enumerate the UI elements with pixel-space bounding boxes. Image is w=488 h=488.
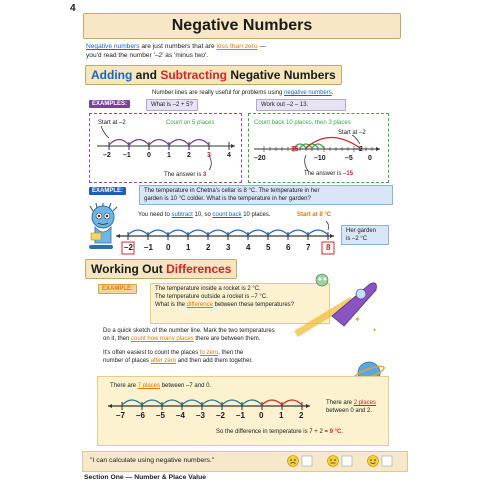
tick-label: –3	[196, 411, 205, 420]
heading-word: and	[132, 68, 161, 82]
tick-label: 2	[206, 243, 211, 252]
label-part: There are	[326, 400, 354, 406]
self-check-rating	[286, 454, 402, 468]
tick-label: –2	[103, 152, 111, 159]
sketch-instructions	[103, 327, 343, 343]
tick-label: 5	[266, 243, 271, 252]
note-part: Number lines are really useful for problems using	[152, 90, 285, 96]
tick-label: 0	[166, 243, 171, 252]
instruction-line: count how many places	[131, 336, 194, 342]
tick-label: 3	[207, 152, 211, 159]
instruction-line: there are between them.	[193, 336, 261, 342]
tick-label: –2	[124, 243, 133, 252]
answer-value: –15	[343, 171, 354, 177]
answer-value: 3	[203, 172, 207, 178]
svg-text:✦: ✦	[372, 328, 378, 334]
tip-line: It's often easiest to count the places	[103, 350, 200, 356]
page-title: Negative Numbers	[83, 13, 401, 39]
tick-label: –2	[355, 146, 363, 153]
tick-label: –6	[136, 411, 145, 420]
label-part: There are	[110, 383, 138, 389]
page-number: 4	[70, 3, 76, 14]
temperature-question	[139, 185, 393, 205]
tip-line: after zero	[150, 358, 177, 364]
tick-label: 2	[187, 152, 191, 159]
tick-label: –2	[216, 411, 225, 420]
intro-text	[86, 42, 386, 60]
example-badge-differences: EXAMPLE:	[98, 284, 137, 294]
note-part: count back	[212, 212, 242, 218]
tip-line: , then the	[218, 350, 244, 356]
tick-label: 4	[227, 152, 231, 159]
heading-word: Differences	[166, 262, 232, 276]
answer-part: The answer is	[164, 172, 204, 178]
tip-line: number of places	[103, 358, 151, 364]
question-line: The temperature inside a rocket is 2 °C.	[155, 286, 261, 292]
note-part: negative numbers	[284, 90, 332, 96]
intro-part: you'd read the number '–2' as 'minus two'.	[86, 52, 209, 59]
section-heading-adding	[85, 65, 342, 85]
question-line: The temperature in Chetna's cellar is 8 °C. The temperature in her	[144, 188, 320, 194]
label-part: between 0 and 2.	[326, 408, 373, 414]
start-label-right: Start at –2	[338, 130, 366, 136]
number-line-note	[152, 89, 333, 97]
question-line: difference	[186, 302, 213, 308]
answer-left	[164, 171, 206, 179]
question-line: between these temperatures?	[212, 302, 294, 308]
tick-label: 7	[306, 243, 311, 252]
label-part: between –7 and 0.	[160, 383, 212, 389]
tick-label: –5	[156, 411, 165, 420]
tick-label: 6	[286, 243, 291, 252]
seven-places-label	[110, 382, 211, 390]
counting-tip	[103, 349, 343, 365]
start-at-8-label: Start at 8 °C	[297, 212, 332, 218]
note-part: 10 places.	[241, 212, 271, 218]
question-line: The temperature outside a rocket is –7 °C.	[155, 294, 268, 300]
note-part: subtract	[171, 212, 193, 218]
tick-label: 1	[279, 411, 284, 420]
tick-label: –15	[287, 146, 299, 153]
examples-badge: EXAMPLES:	[89, 100, 130, 108]
intro-part: are just numbers that are	[139, 43, 217, 50]
tick-label: 8	[326, 243, 331, 252]
question-line: garden is 10 °C colder. What is the temperature in her garden?	[144, 196, 311, 202]
section-heading-differences	[85, 259, 237, 279]
heading-word: Working Out	[91, 262, 167, 276]
count-back-label: Count back 10 places, then 3 places	[254, 120, 351, 126]
tick-label: –4	[176, 411, 185, 420]
note-part: .	[331, 90, 334, 96]
result-value: 9 °C	[329, 429, 342, 435]
tick-label: 2	[299, 411, 304, 420]
tick-label: –10	[314, 155, 326, 162]
tick-label: 4	[246, 243, 251, 252]
tick-label: 0	[259, 411, 264, 420]
tick-label: 3	[226, 243, 231, 252]
instruction-line: Do a quick sketch of the number line. Mark the two temperatures	[103, 328, 275, 334]
two-places-label	[326, 399, 376, 415]
result-part: So the difference in temperature is 7 + 2 =	[216, 429, 330, 435]
tick-label: 1	[186, 243, 191, 252]
section-footer: Section One — Number & Place Value	[84, 474, 207, 481]
number-line-temperature	[112, 218, 337, 258]
answer-line: Her garden	[346, 228, 377, 234]
instruction-line: on it, then	[103, 336, 132, 342]
tick-label: –1	[236, 411, 245, 420]
rating-faces	[286, 454, 402, 468]
tick-label: –5	[345, 155, 353, 162]
answer-part: The answer is	[304, 171, 344, 177]
self-check-statement: "I can calculate using negative numbers."	[90, 457, 215, 464]
tick-label: –7	[116, 411, 125, 420]
start-label: Start at –2	[98, 120, 126, 126]
svg-text:✦: ✦	[354, 315, 361, 324]
note-part: You need to	[138, 212, 172, 218]
note-part: 10, so	[192, 212, 213, 218]
intro-part: —	[257, 43, 266, 50]
intro-less-than-zero: less than zero	[216, 43, 258, 50]
garden-answer	[341, 225, 389, 245]
tick-label: 0	[368, 155, 372, 162]
result-part: .	[341, 429, 344, 435]
question-2: Work out –2 – 13.	[256, 99, 346, 111]
heading-word: Negative Numbers	[227, 68, 336, 82]
answer-right	[304, 170, 353, 178]
example-badge: EXAMPLE:	[89, 187, 126, 195]
label-part: 7 places	[137, 383, 161, 389]
tick-label: 1	[167, 152, 171, 159]
tick-label: –20	[254, 155, 266, 162]
answer-line: is –2 °C	[346, 236, 368, 242]
count-label: Count on 5 places	[166, 120, 215, 126]
question-line: What is the	[155, 302, 187, 308]
label-part: 2 places	[353, 400, 377, 406]
question-1: What is –2 + 5?	[146, 99, 198, 111]
intro-link-negative: Negative numbers	[86, 43, 140, 50]
heading-word: Subtracting	[160, 68, 228, 82]
tick-label: –1	[144, 243, 153, 252]
tick-label: –1	[123, 152, 131, 159]
tick-label: 0	[147, 152, 151, 159]
tip-line: to zero	[199, 350, 219, 356]
difference-result	[216, 428, 343, 436]
heading-word: Adding	[91, 68, 133, 82]
tip-line: and then add them together.	[176, 358, 253, 364]
